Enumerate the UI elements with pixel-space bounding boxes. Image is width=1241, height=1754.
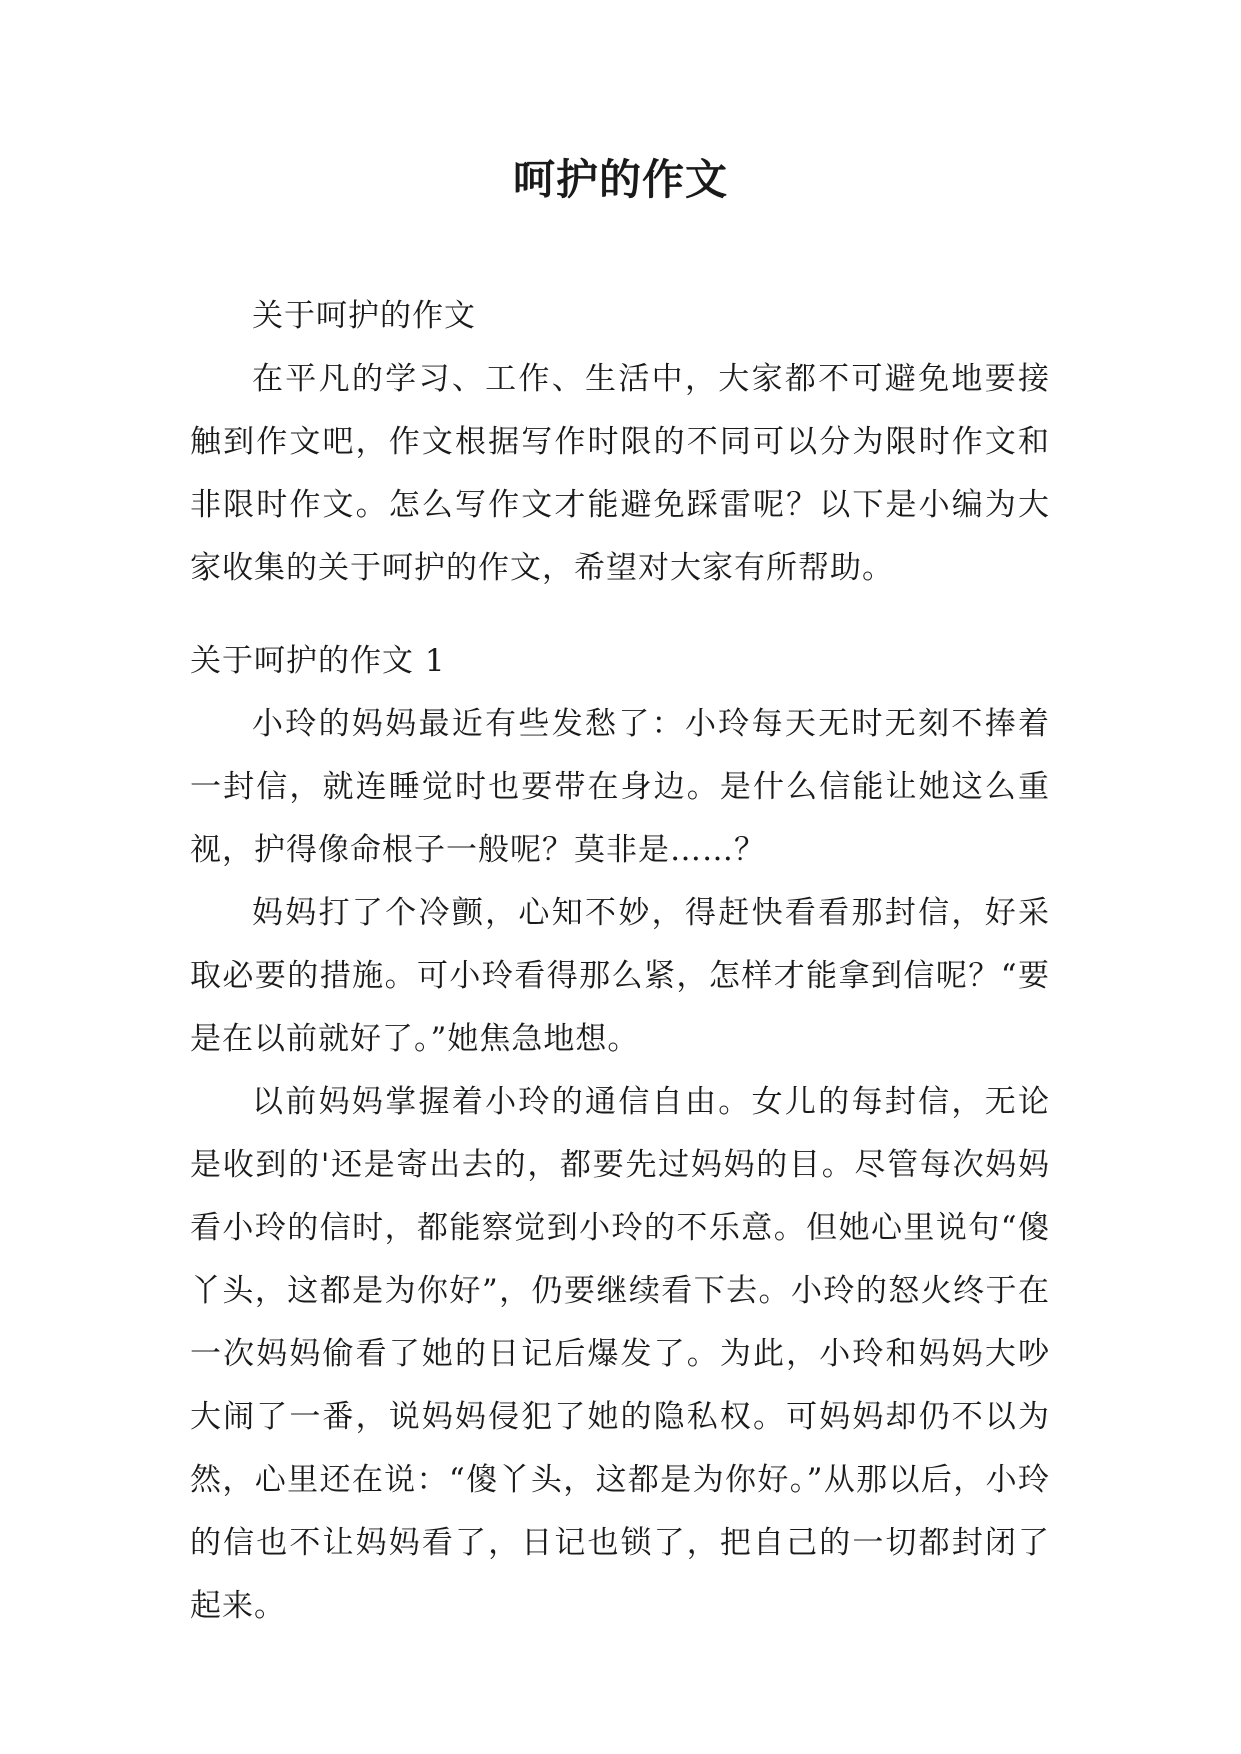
document-title: 呵护的作文	[512, 155, 728, 204]
essay-1-paragraph-3: 以前妈妈掌握着小玲的通信自由。女儿的每封信，无论是收到的'还是寄出去的，都要先过妈妈的目。尽管每次妈妈看小玲的信时，都能察觉到小玲的不乐意。但她心里说句“傻丫头，这都是为你好”，仍要继续看下去。小玲的怒火终于在一次妈妈偷看了她的日记后爆发了。为此，小玲和妈妈大吵大闹了一番，说妈妈侵犯了她的隐私权。可妈妈却仍不以为然，心里还在说：“傻丫头，这都是为你好。”从那以后，小玲的信也不让妈妈看了，日记也锁了，把自己的一切都封闭了起来。	[190, 1084, 1050, 1624]
intro-heading: 关于呵护的作文	[252, 298, 476, 334]
essay-1-section	[190, 630, 1050, 1638]
essay-1-heading: 关于呵护的作文 1	[190, 643, 446, 679]
intro-section	[190, 285, 1050, 600]
intro-paragraph: 在平凡的学习、工作、生活中，大家都不可避免地要接触到作文吧，作文根据写作时限的不同可以分为限时作文和非限时作文。怎么写作文才能避免踩雷呢？以下是小编为大家收集的关于呵护的作文，希望对大家有所帮助。	[190, 361, 1050, 586]
essay-1-paragraph-1: 小玲的妈妈最近有些发愁了：小玲每天无时无刻不捧着一封信，就连睡觉时也要带在身边。是什么信能让她这么重视，护得像命根子一般呢？莫非是……？	[190, 706, 1050, 868]
essay-1-paragraph-2: 妈妈打了个冷颤，心知不妙，得赶快看看那封信，好采取必要的措施。可小玲看得那么紧，怎样才能拿到信呢？“要是在以前就好了。”她焦急地想。	[190, 895, 1050, 1057]
